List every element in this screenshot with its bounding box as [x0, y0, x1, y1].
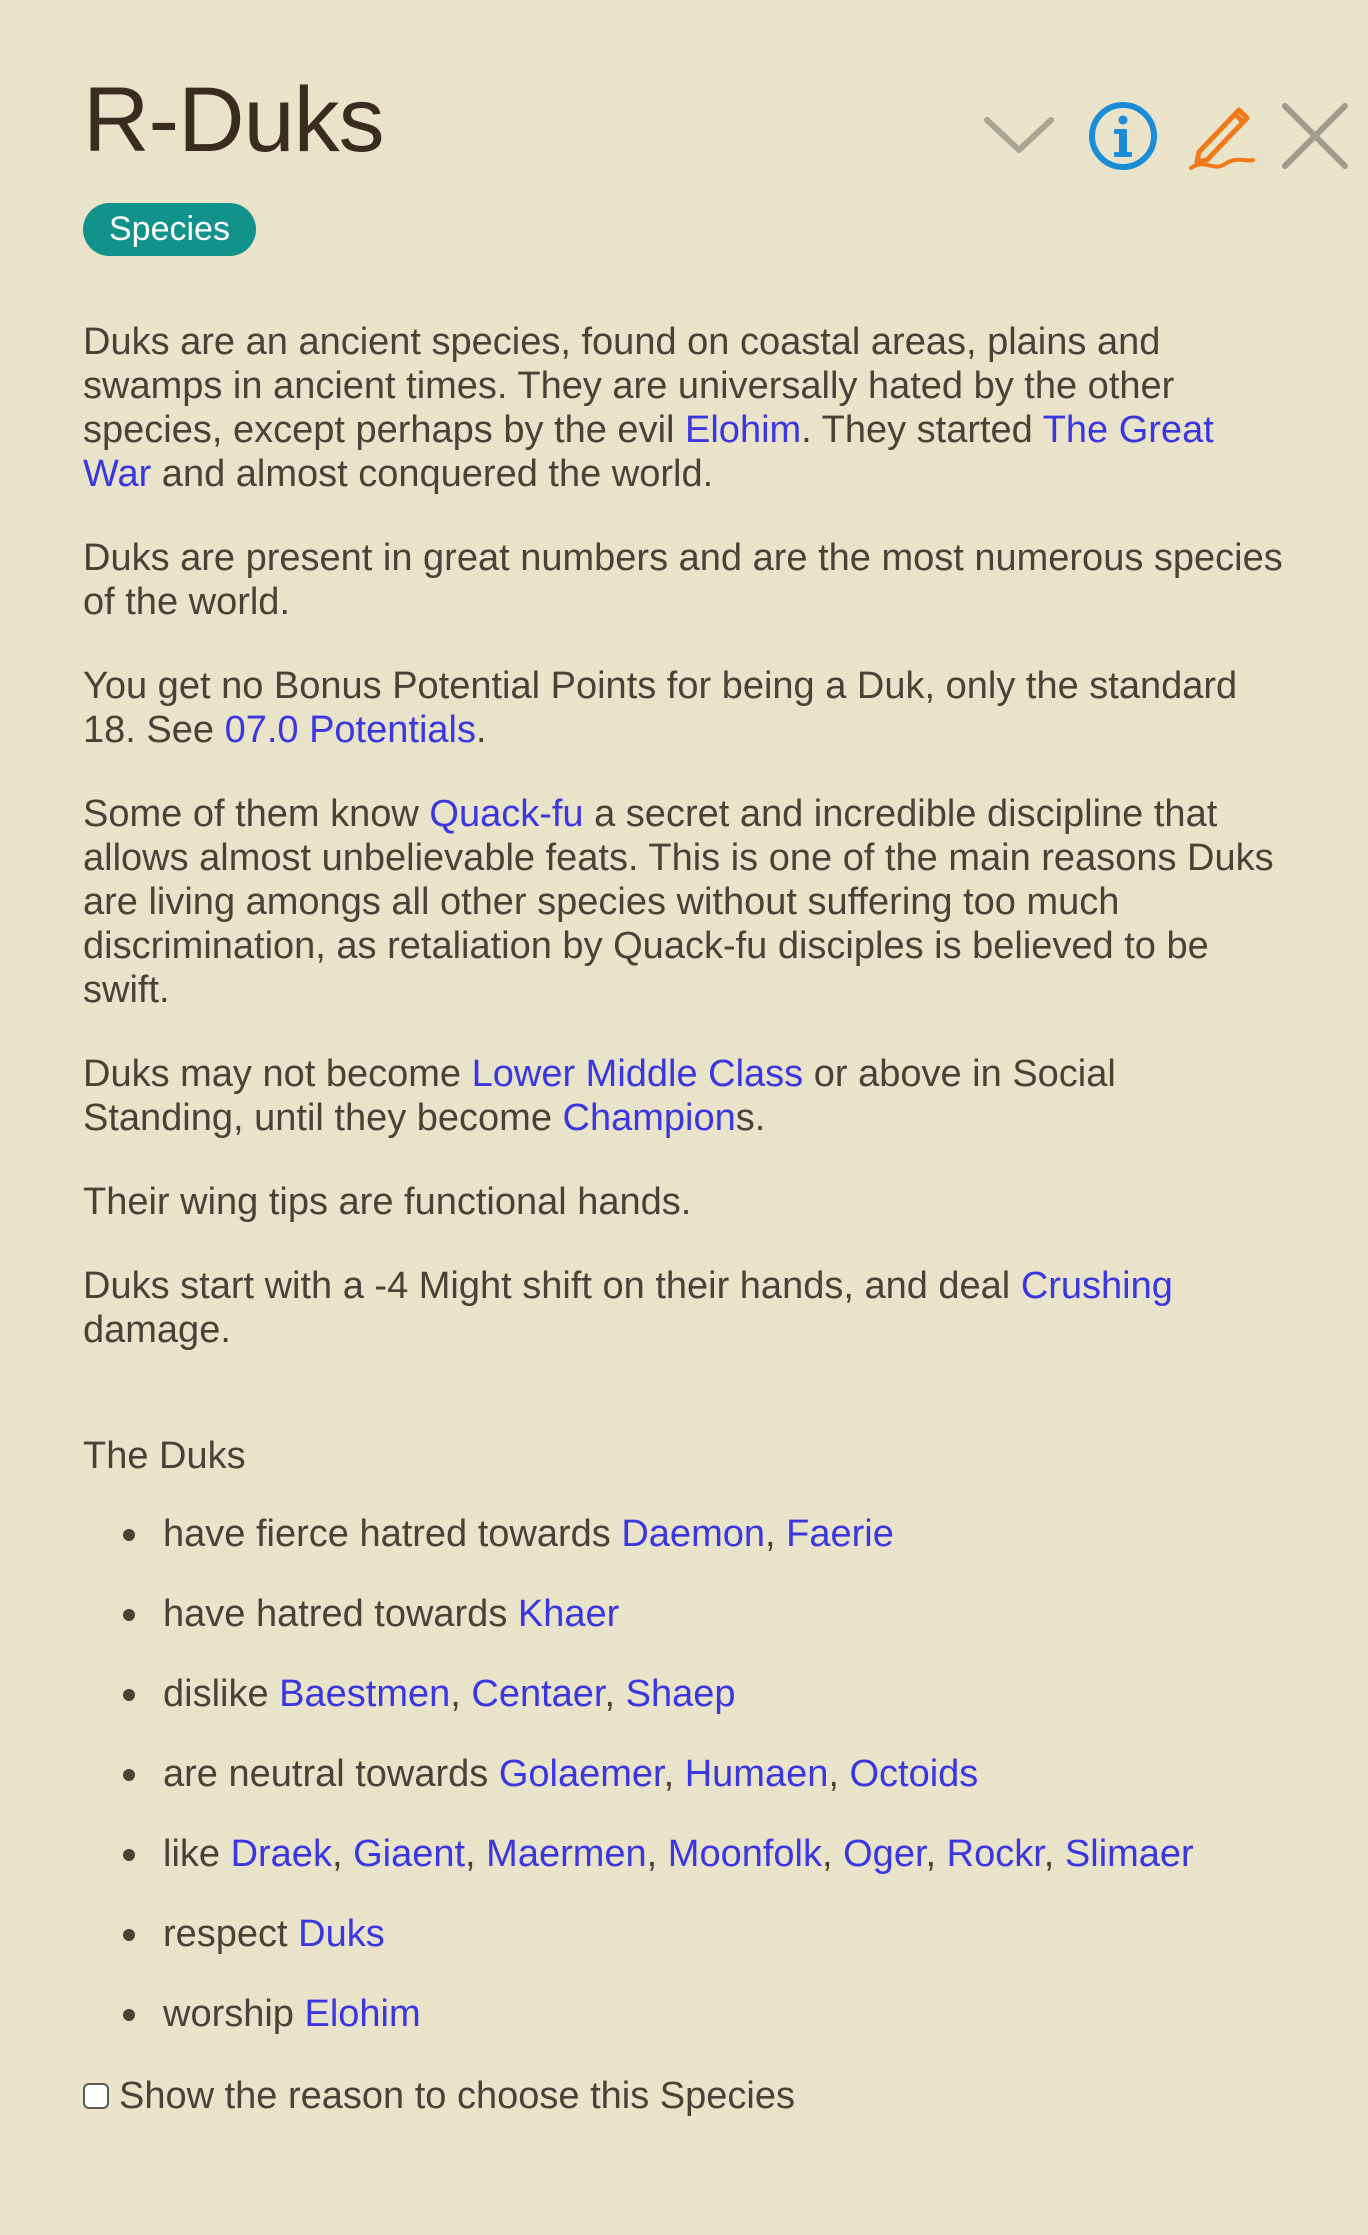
link-octoids[interactable]: Octoids [849, 1753, 979, 1795]
relation-label: respect [163, 1913, 299, 1955]
link-centaer[interactable]: Centaer [471, 1673, 605, 1715]
close-icon [1277, 98, 1353, 174]
relation-separator: , [604, 1673, 626, 1715]
relation-respect [163, 1912, 1283, 1992]
link-maermen[interactable]: Maermen [486, 1833, 647, 1875]
reason-label: Show the reason to choose this Species [119, 2075, 795, 2117]
link-moonfolk[interactable]: Moonfolk [667, 1833, 822, 1875]
link-elohim[interactable]: Elohim [685, 409, 802, 451]
pencil-icon [1183, 98, 1259, 174]
link-slimaer[interactable]: Slimaer [1064, 1833, 1194, 1875]
relation-separator: , [925, 1833, 947, 1875]
reason-toggle[interactable] [83, 2074, 795, 2118]
relation-separator: , [331, 1833, 354, 1875]
relation-separator: , [1043, 1833, 1065, 1875]
species-badge[interactable]: Species [83, 203, 256, 256]
paragraph-origin [83, 320, 1283, 496]
link-shaep[interactable]: Shaep [625, 1673, 736, 1715]
paragraph-text: s. [735, 1097, 766, 1139]
relation-separator: , [450, 1673, 472, 1715]
relation-separator: , [646, 1833, 668, 1875]
paragraph-text: damage. [83, 1309, 231, 1351]
link-khaer[interactable]: Khaer [517, 1593, 620, 1635]
collapse-button[interactable] [981, 98, 1057, 174]
link-elohim[interactable]: Elohim [304, 1993, 421, 2035]
relation-hatred [163, 1592, 1283, 1672]
paragraph-text: Duks are an ancient species, found on coastal areas, plains and swamps in ancient times. They are universally hated by the other species, except perhaps by the evil [83, 321, 1175, 451]
relation-label: worship [163, 1993, 305, 2035]
info-icon [1085, 98, 1161, 174]
relation-separator: , [822, 1833, 844, 1875]
relation-worship [163, 1992, 1283, 2072]
link-rockr[interactable]: Rockr [946, 1833, 1044, 1875]
paragraph-quack-fu [83, 792, 1283, 1012]
link-crushing[interactable]: Crushing [1020, 1265, 1173, 1307]
paragraph-text: Duks may not become [83, 1053, 472, 1095]
relation-separator: , [765, 1513, 787, 1555]
relation-fierce-hatred [163, 1512, 1283, 1592]
paragraph-text: and almost conquered the world. [151, 453, 714, 495]
edit-button[interactable] [1183, 98, 1259, 174]
link-duks[interactable]: Duks [298, 1913, 385, 1955]
paragraph-potentials [83, 664, 1283, 752]
relation-label: have fierce hatred towards [163, 1513, 622, 1555]
relation-like [163, 1832, 1283, 1912]
paragraph-numbers: Duks are present in great numbers and are the most numerous species of the world. [83, 537, 1283, 623]
paragraph-text: . [475, 709, 487, 751]
page-title: R-Duks [83, 69, 384, 171]
paragraph-text: or above in Social Standing, until they become [83, 1053, 1116, 1139]
link-faerie[interactable]: Faerie [786, 1513, 894, 1555]
relation-separator: , [828, 1753, 850, 1795]
relation-label: are neutral towards [163, 1753, 499, 1795]
link-daemon[interactable]: Daemon [621, 1513, 765, 1555]
paragraph-social-standing [83, 1052, 1283, 1140]
relation-neutral [163, 1752, 1283, 1832]
link-baestmen[interactable]: Baestmen [279, 1673, 451, 1715]
toolbar [901, 98, 1361, 174]
link-draek[interactable]: Draek [230, 1833, 332, 1875]
paragraph-text: a secret and incredible discipline that allows almost unbelievable feats. This is one of the main reasons Duks are living amongs all other species without suffering too much discrimination, as retaliation by Quack-fu disciples is believed to be swift. [83, 793, 1274, 1011]
link-the-great-war[interactable]: The Great War [83, 409, 1214, 495]
paragraph-text: . They started [801, 409, 1043, 451]
link-humaen[interactable]: Humaen [684, 1753, 829, 1795]
relation-label: like [163, 1833, 231, 1875]
link-champion[interactable]: Champion [562, 1097, 736, 1139]
relation-label: have hatred towards [163, 1593, 518, 1635]
relation-separator: , [465, 1833, 487, 1875]
relation-label: dislike [163, 1673, 280, 1715]
description [83, 320, 1283, 2072]
relation-dislike [163, 1672, 1283, 1752]
info-button[interactable] [1085, 98, 1161, 174]
paragraph-might [83, 1264, 1283, 1352]
paragraph-wing-tips: Their wing tips are functional hands. [83, 1181, 692, 1223]
relation-separator: , [663, 1753, 685, 1795]
link-quack-fu[interactable]: Quack-fu [429, 793, 584, 835]
paragraph-text: Some of them know [83, 793, 430, 835]
reason-checkbox[interactable] [83, 2083, 109, 2109]
link-oger[interactable]: Oger [843, 1833, 926, 1875]
link-golaemer[interactable]: Golaemer [498, 1753, 664, 1795]
close-button[interactable] [1277, 98, 1353, 174]
link-giaent[interactable]: Giaent [353, 1833, 466, 1875]
chevron-down-icon [981, 98, 1057, 174]
paragraph-text: You get no Bonus Potential Points for being a Duk, only the standard 18. See [83, 665, 1238, 751]
relations-list [83, 1512, 1283, 2072]
link-potentials[interactable]: 07.0 Potentials [224, 709, 476, 751]
relations-heading: The Duks [83, 1435, 246, 1477]
link-lower-middle-class[interactable]: Lower Middle Class [471, 1053, 804, 1095]
paragraph-text: Duks start with a -4 Might shift on their hands, and deal [83, 1265, 1021, 1307]
